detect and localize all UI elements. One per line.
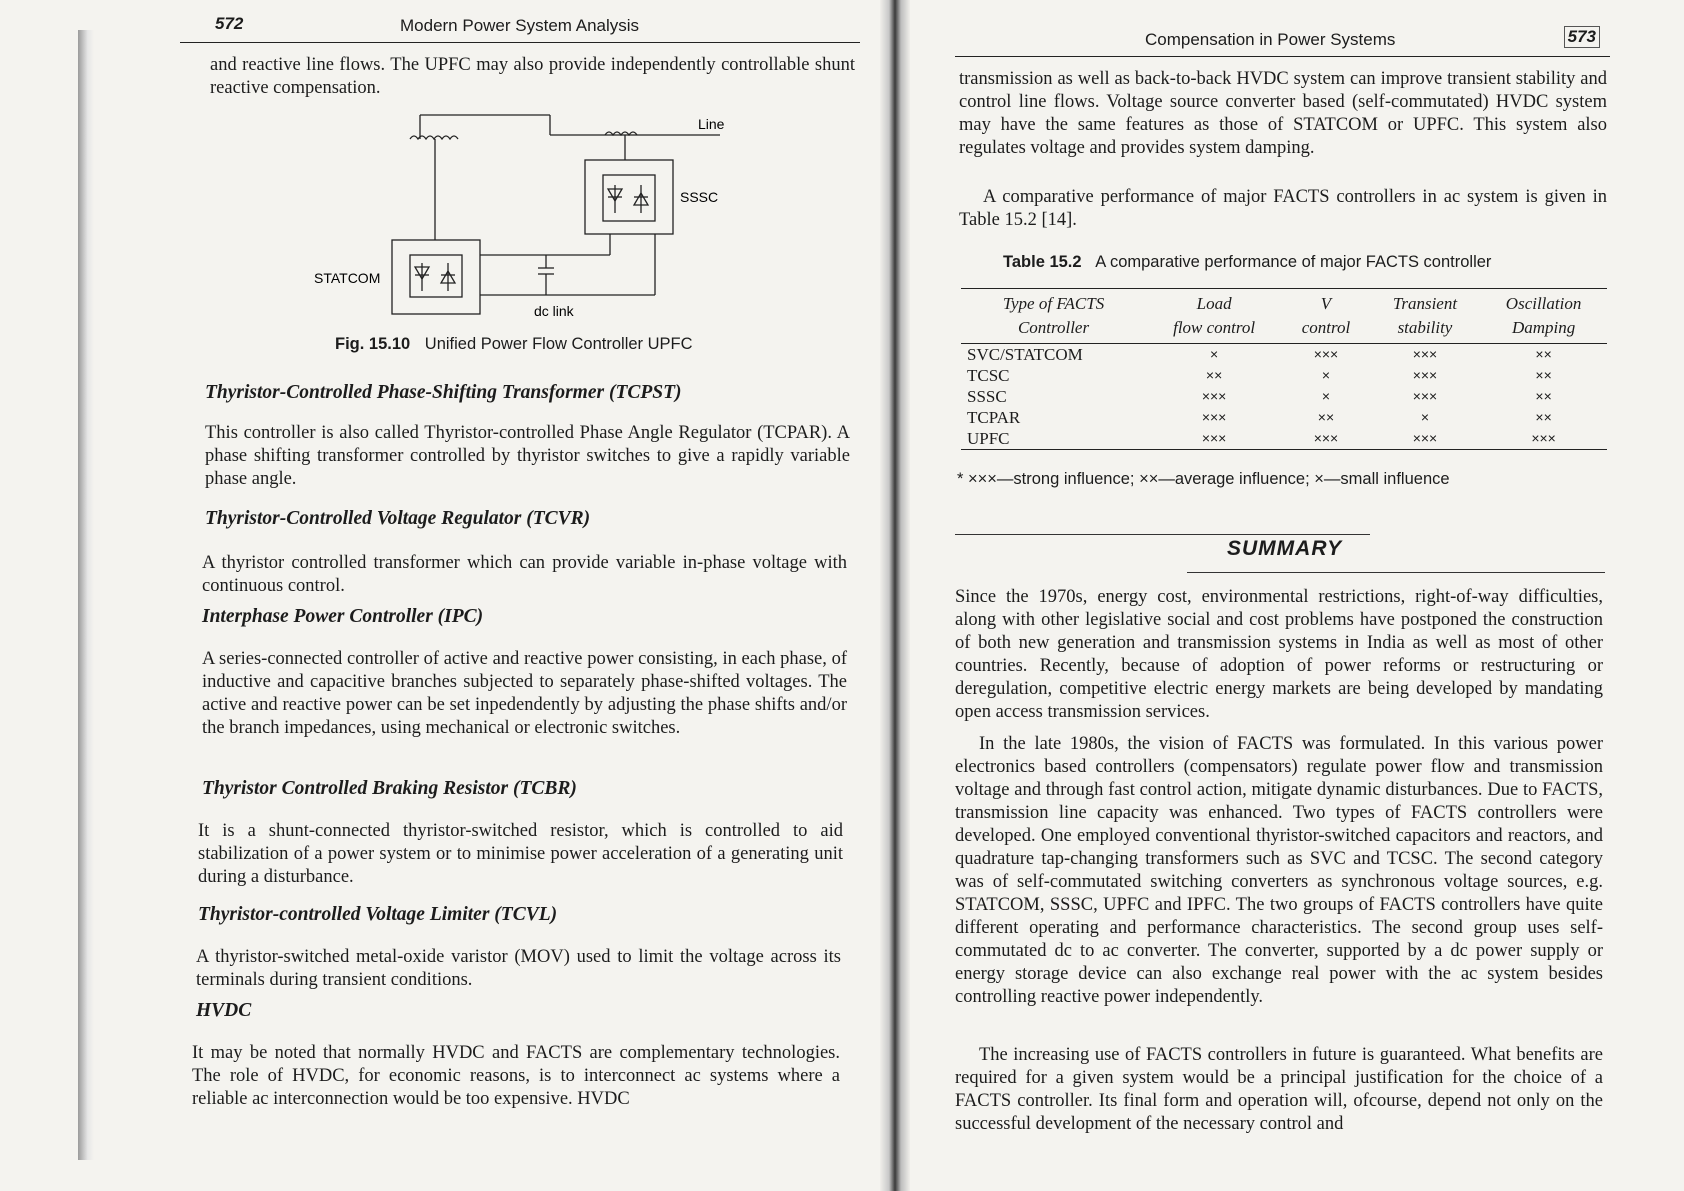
table-cell: ××× xyxy=(1531,430,1556,446)
figure-number: Fig. 15.10 xyxy=(335,335,411,353)
running-title: Compensation in Power Systems xyxy=(1145,30,1396,49)
table-cell: ×× xyxy=(1535,409,1552,425)
table-cell: × xyxy=(1420,409,1430,425)
table-cell: ×× xyxy=(1535,388,1552,404)
figure-caption xyxy=(335,335,693,354)
col-header-type: Type of FACTS Controller xyxy=(1002,294,1105,337)
table-cell: ××× xyxy=(1201,409,1227,425)
text-tcbr: It is a shunt-connected thyristor-switched resistor, which is controlled to aid stabilization of a power system or to minimise power acceleration of a generating unit during a disturbance. xyxy=(198,821,843,887)
heading-tcpst: Thyristor-Controlled Phase-Shifting Transformer (TCPST) xyxy=(205,382,682,403)
text-tcvr: A thyristor controlled transformer which can provide variable in-phase voltage with continuous control. xyxy=(202,553,847,596)
table-row xyxy=(961,428,1607,450)
running-title: Modern Power System Analysis xyxy=(400,16,640,35)
summary-paragraph-2: In the late 1980s, the vision of FACTS was formulated. In this various power electronics based controllers (compensators) regulate power flow and transmission voltage and through fast control action, mitigate dynamic disturbances. Due to FACTS, transmission line capacity was enhanced. Two types of FACTS controllers were developed. One employed conventional thyristor-switched capacitors and reactors, and quadrature tap-changing transformers such as SVC and TCSC. The second category was of self-commutated switching converters as synchronous voltage sources, e.g. STATCOM, SSSC, UPFC and IPFC. The two groups of FACTS controllers have quite different operating and performance characteristics. The second group uses self-commutated dc to ac converter. The converter, supported by a dc power supply or energy storage device can also exchange real power with the ac system besides controlling reactive power independently. xyxy=(955,734,1603,1007)
table-cell: TCSC xyxy=(967,366,1010,385)
sssc-label: SSSC xyxy=(680,189,719,205)
table-cell: ××× xyxy=(1412,367,1438,383)
col-header-load-flow: Load flow control xyxy=(1173,294,1256,337)
facts-comparison-table xyxy=(961,288,1607,450)
paragraph-hvdc-cont: transmission as well as back-to-back HVDC system can improve transient stability and control line flows. Voltage source converter based (self-commutated) HVDC system may have the same features as those of STATCOM or UPFC. This system also regulates voltage and provides system damping. xyxy=(959,69,1607,158)
page-number: 573 xyxy=(1564,26,1600,48)
table-footnote: * ×××—strong influence; ××—average influence; ×—small influence xyxy=(957,470,1450,488)
table-row xyxy=(961,386,1607,407)
table-cell: × xyxy=(1321,388,1331,404)
table-cell: SVC/STATCOM xyxy=(967,345,1083,364)
heading-hvdc: HVDC xyxy=(196,1000,252,1021)
running-head-right xyxy=(955,28,1610,57)
summary-heading: SUMMARY xyxy=(1227,537,1343,560)
col-header-v-control: V control xyxy=(1301,294,1351,337)
text-tcpst: This controller is also called Thyristor-controlled Phase Angle Regulator (TCPAR). A phase shifting transformer controlled by thyristor switches to give a rapidly variable phase angle. xyxy=(205,423,850,489)
table-caption xyxy=(1003,253,1491,272)
summary-rule-top xyxy=(955,534,1370,535)
table-cell: UPFC xyxy=(967,429,1010,448)
table-caption-text: A comparative performance of major FACTS controller xyxy=(1095,253,1492,271)
table-row xyxy=(961,407,1607,428)
summary-rule-bottom xyxy=(1187,572,1605,573)
line-label: Line xyxy=(698,116,725,132)
right-page xyxy=(955,0,1610,1191)
table-cell: ××× xyxy=(1412,388,1438,404)
table-cell: × xyxy=(1321,367,1331,383)
table-cell: ××× xyxy=(1201,430,1227,446)
text-hvdc: It may be noted that normally HVDC and FACTS are complementary technologies. The role of HVDC, for economic reasons, is to interconnect ac systems where a reliable ac interconnection would be too expensive. HVDC xyxy=(192,1043,840,1109)
table-cell: ××× xyxy=(1313,430,1339,446)
left-page xyxy=(180,0,860,1191)
table-cell: TCPAR xyxy=(967,408,1021,427)
page-edge-shadow xyxy=(78,30,94,1160)
heading-tcvr: Thyristor-Controlled Voltage Regulator (TCVR) xyxy=(205,508,591,529)
table-header-row xyxy=(961,289,1607,344)
dc-link-label: dc link xyxy=(534,303,574,319)
figure-caption-text: Unified Power Flow Controller UPFC xyxy=(424,335,693,353)
table-cell: SSSC xyxy=(967,387,1007,406)
text-ipc: A series-connected controller of active and reactive power consisting, in each phase, of inductive and capacitive branches subjected to separately phase-shifted voltages. The active and reactive power can be set inpedendently by adjusting the phase shifts and/or the branch impedances, using mechanical or electronic switches. xyxy=(202,649,847,738)
heading-tcvl: Thyristor-controlled Voltage Limiter (TCVL) xyxy=(198,904,558,925)
upfc-diagram xyxy=(310,105,730,335)
table-cell: × xyxy=(1210,346,1219,362)
table-row xyxy=(961,365,1607,386)
table-cell: ××× xyxy=(1412,346,1438,362)
table-cell: ×× xyxy=(1535,367,1552,383)
table-cell: ××× xyxy=(1201,388,1227,404)
heading-ipc: Interphase Power Controller (IPC) xyxy=(202,606,484,627)
statcom-label: STATCOM xyxy=(314,270,381,286)
table-cell: ×× xyxy=(1535,346,1552,362)
book-gutter xyxy=(880,0,910,1191)
table-cell: ×× xyxy=(1205,367,1223,383)
running-head-left xyxy=(180,14,860,43)
summary-paragraph-1: Since the 1970s, energy cost, environmental restrictions, right-of-way difficulties, along with other legislative social and cost problems have postponed the construction of both new generation and transmission systems in India as well as most of other countries. Recently, because of adoption of power reforms or restructuring or deregulation, competitive electric energy markets are being developed by mandating open access transmission services. xyxy=(955,587,1603,722)
page-number: 572 xyxy=(215,14,244,33)
paragraph-comparison: A comparative performance of major FACTS controllers in ac system is given in Table 15.2 [14]. xyxy=(959,187,1607,230)
table-cell: ××× xyxy=(1412,430,1438,446)
table-cell: ×× xyxy=(1317,409,1335,425)
intro-paragraph: and reactive line flows. The UPFC may also provide independently controllable shunt reactive compensation. xyxy=(210,55,855,98)
table-cell: ××× xyxy=(1313,346,1339,362)
heading-tcbr: Thyristor Controlled Braking Resistor (TCBR) xyxy=(202,778,577,799)
col-header-transient: Transient stability xyxy=(1392,294,1458,337)
col-header-oscillation: Oscillation Damping xyxy=(1505,294,1582,337)
text-tcvl: A thyristor-switched metal-oxide varistor (MOV) used to limit the voltage across its terminals during transient conditions. xyxy=(196,947,841,990)
table-row xyxy=(961,344,1607,366)
table-number: Table 15.2 xyxy=(1003,253,1082,271)
summary-paragraph-3: The increasing use of FACTS controllers in future is guaranteed. What benefits are required for a given system would be a principal justification for the choice of a FACTS controller. Its final form and operation will, ofcourse, depend not only on the successful development of the necessary control and xyxy=(955,1045,1603,1134)
